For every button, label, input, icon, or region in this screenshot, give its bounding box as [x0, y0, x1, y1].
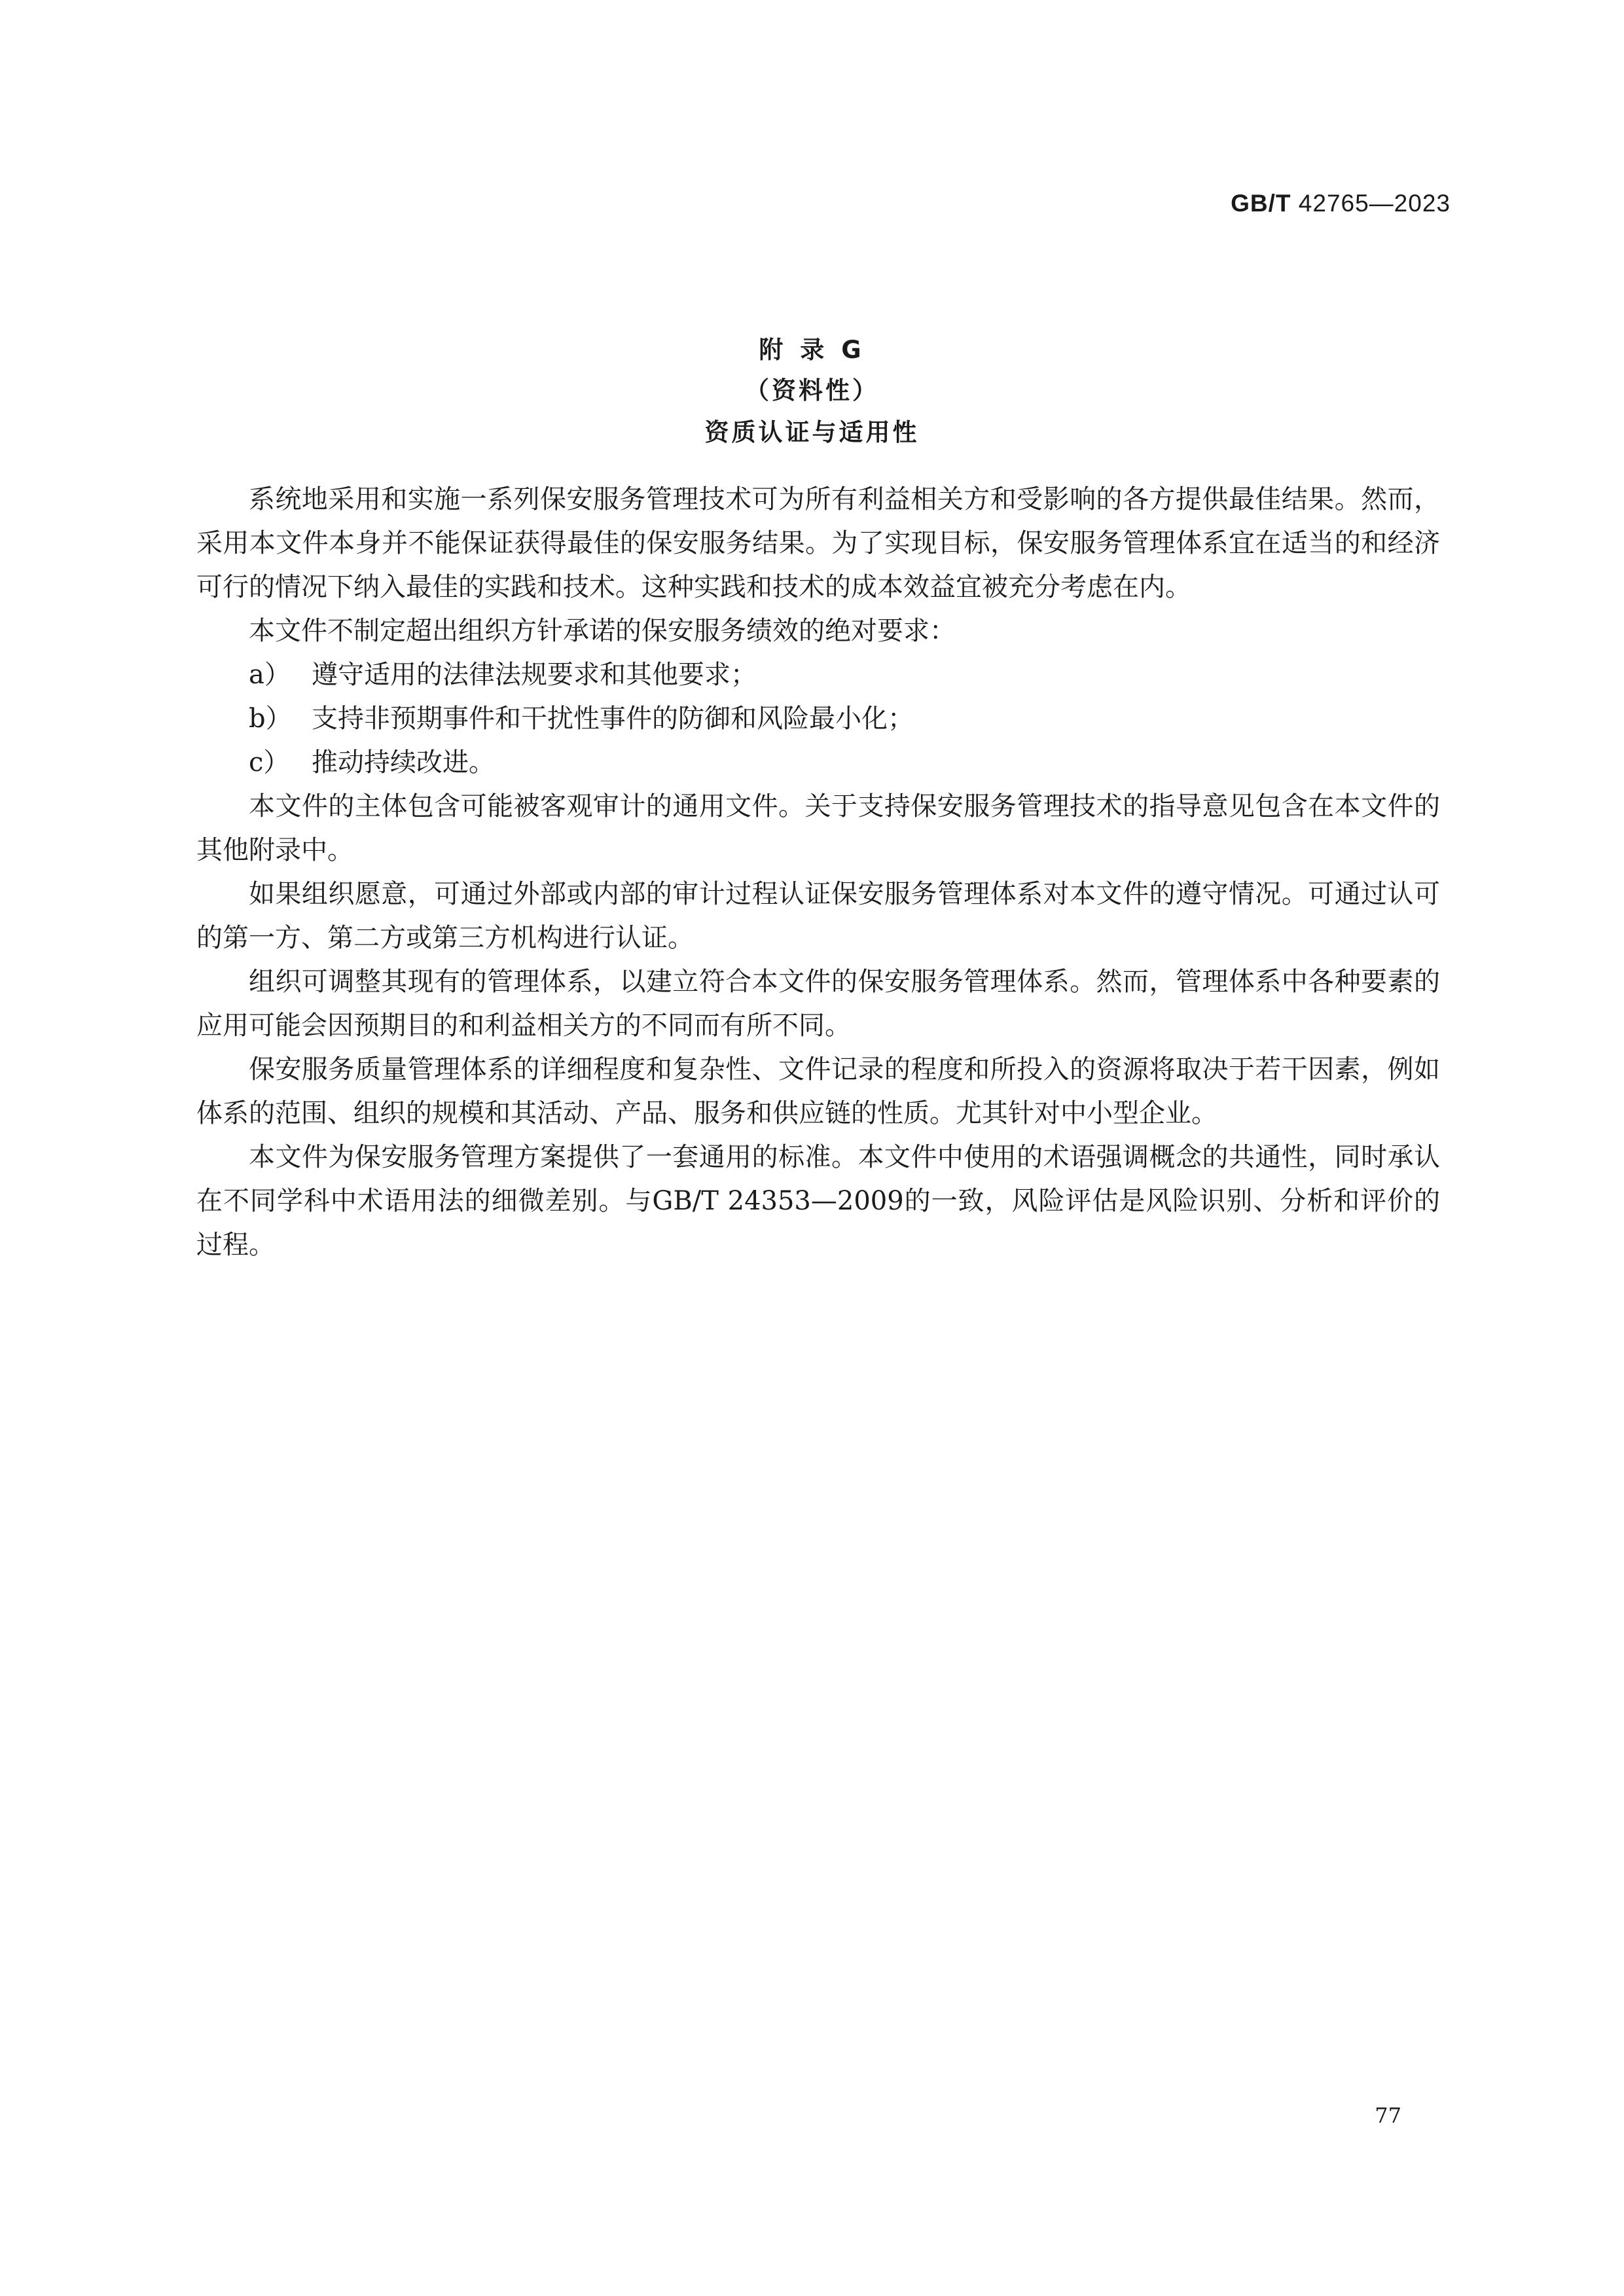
- paragraph-1: 系统地采用和实施一系列保安服务管理技术可为所有利益相关方和受影响的各方提供最佳结果。然而，采用本文件本身并不能保证获得最佳的保安服务结果。为了实现目标，保安服务管理体系宜在适当的和经济可行的情况下纳入最佳的实践和技术。这种实践和技术的成本效益宜被充分考虑在内。: [196, 484, 1440, 602]
- list-item-a: [196, 653, 1440, 697]
- standard-prefix: GB/T: [1231, 190, 1291, 217]
- annex-heading: [0, 331, 1624, 454]
- standard-number: 42765—2023: [1298, 190, 1451, 217]
- annex-name: 资质认证与适用性: [704, 418, 920, 446]
- annex-body: [196, 478, 1440, 1267]
- list-marker-c: c）: [249, 747, 290, 778]
- list-marker-b: b）: [249, 704, 292, 734]
- list-text-c: 推动持续改进。: [312, 747, 495, 778]
- page-number: 77: [1375, 2103, 1401, 2128]
- annex-type: （资料性）: [745, 376, 879, 404]
- list-text-b: 支持非预期事件和干扰性事件的防御和风险最小化；: [312, 704, 914, 734]
- list-item-c: [196, 741, 1440, 785]
- paragraph-6: 保安服务质量管理体系的详细程度和复杂性、文件记录的程度和所投入的资源将取决于若干因素，例如体系的范围、组织的规模和其活动、产品、服务和供应链的性质。尤其针对中小型企业。: [196, 1054, 1440, 1128]
- list-marker-a: a）: [249, 660, 291, 690]
- paragraph-4: 如果组织愿意，可通过外部或内部的审计过程认证保安服务管理体系对本文件的遵守情况。可通过认可的第一方、第二方或第三方机构进行认证。: [196, 879, 1440, 953]
- annex-title: 附录G: [759, 336, 878, 364]
- list-text-a: 遵守适用的法律法规要求和其他要求；: [312, 660, 757, 690]
- list-item-b: [196, 697, 1440, 741]
- standard-code: [1231, 190, 1451, 217]
- paragraph-7: 本文件为保安服务管理方案提供了一套通用的标准。本文件中使用的术语强调概念的共通性，同时承认在不同学科中术语用法的细微差别。与GB/T 24353—2009的一致，风险评估是风险识别、分析和评价的过程。: [196, 1142, 1440, 1260]
- paragraph-5: 组织可调整其现有的管理体系，以建立符合本文件的保安服务管理体系。然而，管理体系中各种要素的应用可能会因预期目的和利益相关方的不同而有所不同。: [196, 967, 1440, 1041]
- paragraph-2: 本文件不制定超出组织方针承诺的保安服务绩效的绝对要求：: [249, 616, 956, 646]
- paragraph-3: 本文件的主体包含可能被客观审计的通用文件。关于支持保安服务管理技术的指导意见包含在本文件的其他附录中。: [196, 791, 1440, 865]
